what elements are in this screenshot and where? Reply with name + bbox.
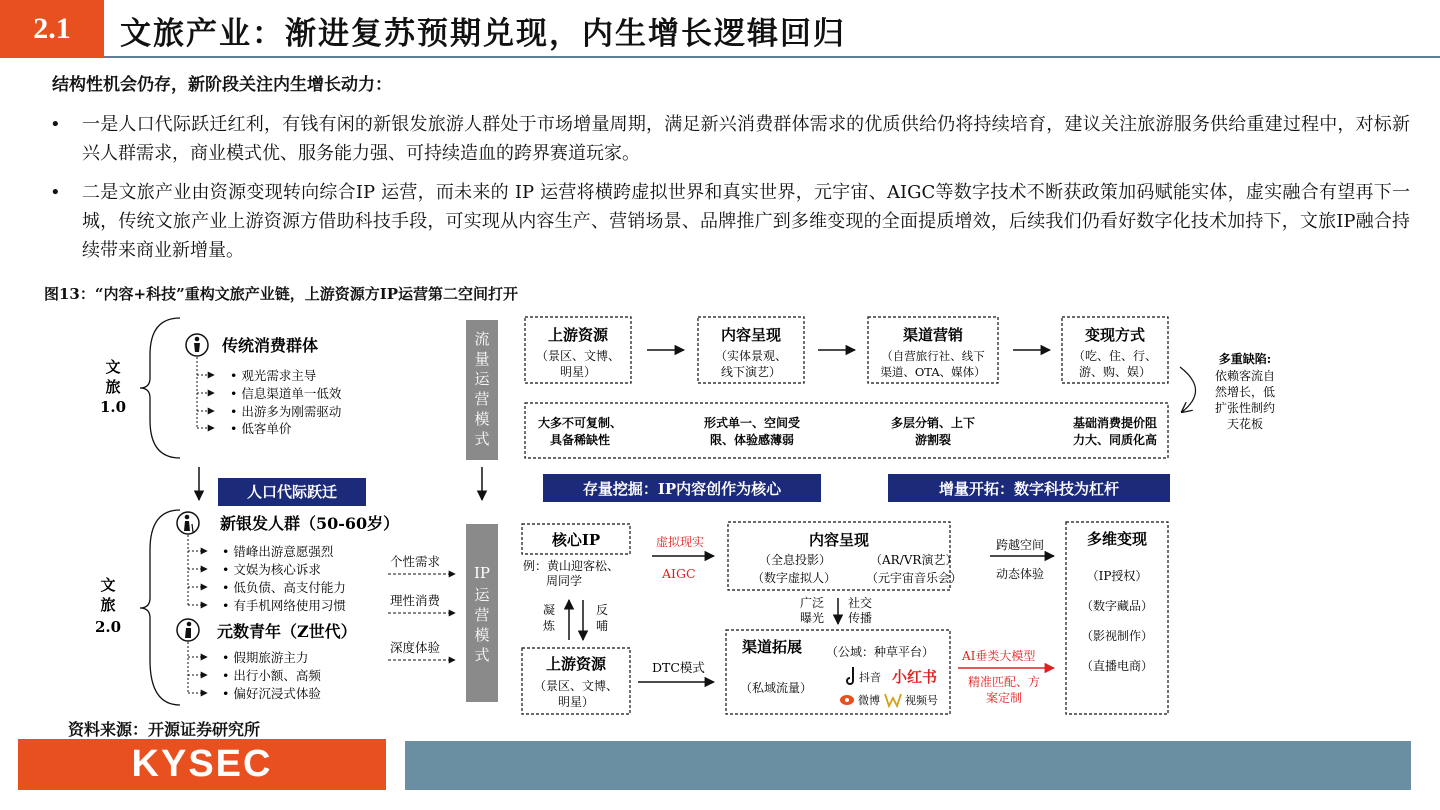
chain-sub: 游、购、娱）	[1078, 365, 1152, 379]
traditional-item: • 出游多为刚需驱动	[230, 404, 342, 419]
needs	[388, 554, 455, 660]
multi-box	[1066, 522, 1168, 714]
svg-text:具备稀缺性: 具备稀缺性	[549, 433, 611, 447]
bullet-text: 二是文旅产业由资源变现转向综合IP 运营，而未来的 IP 运营将横跨虚拟世界和真实世界，元宇宙、AIGC等数字技术不断获政策加码赋能实体，虚实融合有望再下一城，传统文旅产业上游资源方借助科技手段，可实现从内容生产、营销场景、品牌推广到多维变现的全面提质增效，后续我们仍看好数字化技术加持下，文旅IP融合持续带来商业新增量。	[82, 182, 1410, 261]
svg-text:多重缺陷:: 多重缺陷:	[1218, 352, 1272, 366]
svg-text:IP: IP	[473, 564, 491, 582]
svg-text:多层分销、上下: 多层分销、上下	[890, 416, 976, 430]
svg-text:个性需求: 个性需求	[390, 554, 441, 569]
dtc-label: DTC模式	[652, 660, 705, 675]
svg-text:广泛: 广泛	[800, 596, 825, 610]
cross-label: 跨越空间	[996, 538, 1045, 552]
traditional-item: • 低客单价	[230, 421, 292, 436]
svg-text:（元宇宙音乐会）: （元宇宙音乐会）	[866, 571, 963, 585]
svg-text:模: 模	[474, 626, 490, 644]
svg-text:运: 运	[474, 586, 490, 604]
upstream-sub: （景区、文博、	[533, 679, 619, 693]
youth-title: 元数青年（Z世代）	[217, 622, 357, 641]
ai-label: AI垂类大模型	[962, 649, 1036, 663]
subheading: 结构性机会仍存，新阶段关注内生增长动力：	[52, 75, 392, 95]
stage-1-label	[100, 358, 126, 416]
svg-text:形式单一、空间受: 形式单一、空间受	[703, 416, 801, 430]
page-title: 文旅产业：渐进复苏预期兑现，内生增长逻辑回归	[120, 16, 846, 52]
svg-text:深度体验: 深度体验	[390, 640, 441, 655]
traditional-item: • 观光需求主导	[230, 368, 317, 383]
svg-text:抖音: 抖音	[859, 671, 881, 684]
virtual-label: 虚拟现实	[656, 535, 705, 549]
traditional-group	[186, 334, 342, 436]
svg-text:（直播电商）: （直播电商）	[1080, 659, 1154, 673]
svg-text:文: 文	[100, 576, 116, 594]
svg-text:大多不可复制、: 大多不可复制、	[537, 416, 623, 430]
douyin-icon	[847, 667, 881, 684]
svg-text:凝: 凝	[543, 603, 556, 617]
youth-group	[177, 619, 357, 701]
bullet-text: 一是人口代际跃迁红利，有钱有闲的新银发旅游人群处于市场增量周期，满足新兴消费群体需求的优质供给仍将持续培育，建议关注旅游服务供给重建过程中，对标新兴人群需求，商业模式优、服务能力强、可持续造血的跨界赛道玩家。	[82, 114, 1410, 164]
traditional-title: 传统消费群体	[222, 336, 319, 355]
svg-text:式: 式	[474, 430, 490, 448]
svg-text:理性消费: 理性消费	[390, 593, 441, 608]
ip-mode-label	[474, 564, 491, 664]
cross-label: 动态体验	[996, 567, 1045, 581]
defects-note	[1215, 351, 1275, 431]
chain-sub: （自营旅行社、线下	[881, 349, 985, 363]
chain-title: 上游资源	[547, 326, 609, 344]
svg-text:（全息投影）: （全息投影）	[759, 553, 832, 567]
svg-text:文: 文	[105, 358, 121, 376]
platform-logos	[840, 667, 938, 707]
svg-text:依赖客流自: 依赖客流自	[1214, 369, 1276, 383]
feed-labels	[543, 602, 608, 633]
youth-item: • 出行小额、高频	[222, 668, 321, 683]
traditional-item: • 信息渠道单一低效	[230, 386, 342, 401]
svg-text:微博: 微博	[858, 694, 880, 707]
svg-text:（影视制作）: （影视制作）	[1080, 629, 1154, 643]
bullet-dot: •	[50, 114, 61, 135]
svg-text:（数字虚拟人）: （数字虚拟人）	[752, 571, 837, 585]
chain-title: 渠道营销	[902, 326, 964, 344]
ai-label: 案定制	[985, 691, 1023, 705]
svg-text:曝光: 曝光	[800, 611, 825, 625]
core-ip-example: 例：黄山迎客松、	[523, 559, 620, 573]
curved-arrow	[1180, 367, 1196, 412]
chain-sub: 明星）	[559, 365, 597, 379]
core-ip-example: 周同学	[546, 574, 583, 588]
chain-sub: （吃、住、行、	[1072, 349, 1158, 363]
svg-text:小红书: 小红书	[892, 668, 938, 686]
svg-text:式: 式	[474, 646, 490, 664]
aigc-label: AIGC	[662, 566, 696, 581]
bracket-2	[140, 510, 180, 705]
ai-label: 精准匹配、方	[967, 675, 1041, 689]
youth-item: • 假期旅游主力	[222, 650, 309, 665]
kysec-logo: KYSEC	[18, 739, 386, 790]
footer-bar	[405, 741, 1411, 790]
svg-text:（数字藏品）: （数字藏品）	[1080, 599, 1154, 613]
chain-title: 变现方式	[1084, 326, 1146, 344]
silver-item: • 低负债、高支付能力	[222, 580, 346, 595]
svg-text:营: 营	[474, 390, 490, 408]
svg-text:旅: 旅	[105, 378, 121, 396]
content-title: 内容呈现	[808, 531, 870, 549]
svg-text:限、体验感薄弱: 限、体验感薄弱	[709, 433, 795, 447]
weibo-icon	[840, 693, 880, 707]
svg-text:1.0: 1.0	[99, 398, 127, 416]
bracket-1	[140, 318, 180, 458]
svg-text:（AR/VR演艺）: （AR/VR演艺）	[870, 553, 958, 567]
svg-text:社交: 社交	[848, 596, 873, 610]
multi-title: 多维变现	[1086, 530, 1148, 548]
svg-text:流: 流	[474, 330, 490, 348]
channel-private: （私域流量）	[740, 681, 813, 695]
svg-text:（IP授权）: （IP授权）	[1086, 569, 1148, 583]
content-items	[752, 552, 962, 585]
bullet-dot: •	[50, 182, 61, 203]
spread-labels	[800, 595, 872, 625]
svg-text:力大、同质化高: 力大、同质化高	[1072, 433, 1158, 447]
section-number: 2.1	[0, 0, 104, 58]
transition-label: 人口代际跃迁	[246, 483, 338, 501]
figure-caption: 图13：“内容+科技”重构文旅产业链，上游资源方IP运营第二空间打开	[44, 285, 518, 303]
feed-arrows	[569, 600, 583, 640]
upstream-title: 上游资源	[545, 655, 607, 673]
channel-public: （公域：种草平台）	[826, 645, 935, 659]
svg-text:模: 模	[474, 410, 490, 428]
multi-items	[1081, 568, 1153, 673]
silver-item: • 有手机网络使用习惯	[222, 598, 346, 613]
svg-text:游割裂: 游割裂	[914, 433, 952, 447]
silver-item: • 错峰出游意愿强烈	[222, 544, 334, 559]
banner-stock-label: 存量挖掘：IP内容创作为核心	[582, 480, 782, 498]
svg-text:炼: 炼	[543, 619, 556, 633]
svg-text:扩张性制约: 扩张性制约	[1214, 401, 1276, 415]
svg-text:哺: 哺	[596, 619, 609, 633]
problems	[538, 415, 1157, 447]
silver-item: • 文娱为核心诉求	[222, 562, 321, 577]
silver-group	[177, 512, 399, 613]
svg-text:基础消费提价阻: 基础消费提价阻	[1072, 416, 1158, 430]
svg-text:2.0: 2.0	[94, 618, 122, 636]
svg-text:视频号: 视频号	[905, 694, 938, 707]
problems-box	[525, 403, 1168, 458]
channel-title: 渠道拓展	[742, 638, 803, 656]
chain-sub: （实体景观、	[714, 349, 788, 363]
source-note: 资料来源：开源证券研究所	[68, 720, 261, 739]
chain-sub: 线下演艺）	[720, 365, 782, 379]
channels-icon	[885, 693, 938, 707]
svg-text:然增长，低: 然增长，低	[1214, 385, 1276, 399]
svg-text:旅: 旅	[100, 596, 116, 614]
svg-text:天花板: 天花板	[1226, 417, 1264, 431]
chain-sub: 渠道、OTA、媒体）	[880, 365, 986, 379]
banner-incremental-label: 增量开拓：数字科技为杠杆	[938, 480, 1120, 498]
youth-item: • 偏好沉浸式体验	[222, 686, 321, 701]
svg-text:反: 反	[596, 603, 609, 617]
upstream-sub: 明星）	[557, 695, 595, 709]
core-ip-title: 核心IP	[551, 531, 601, 549]
stage-2-label	[95, 576, 121, 636]
chain-sub: （景区、文博、	[535, 349, 621, 363]
chain-title: 内容呈现	[720, 326, 782, 344]
silver-title: 新银发人群（50-60岁）	[220, 514, 400, 533]
svg-text:传播: 传播	[848, 611, 873, 625]
svg-text:运: 运	[474, 370, 490, 388]
xiaohongshu-icon	[892, 668, 937, 686]
svg-text:量: 量	[474, 350, 490, 368]
svg-text:营: 营	[474, 606, 490, 624]
